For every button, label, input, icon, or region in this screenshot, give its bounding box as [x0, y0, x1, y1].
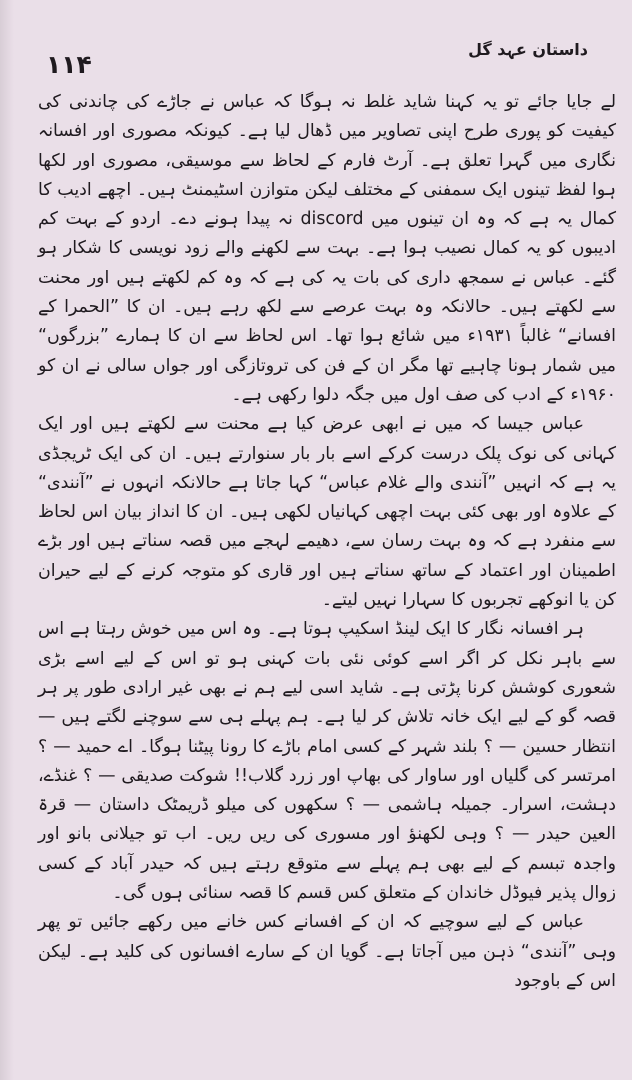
paragraph-4: عباس کے لیے سوچیے کہ ان کے افسانے کس خانے میں رکھے جائیں تو پھر وہی ”آنندی“ ذہن میں آجاتا ہے۔ گویا ان کے سارے افسانوں کی کلید ہے۔ لیکن اس کے باوجود [38, 912, 616, 991]
paragraph-3: ہر افسانہ نگار کا ایک لینڈ اسکیپ ہوتا ہے۔ وہ اس میں خوش رہتا ہے اس سے باہر نکل کر اگر اسے کوئی نئی بات کہنی ہو تو اس کے لیے اسے بڑی شعوری کوشش کرنا پڑتی ہے۔ شاید اسی لیے ہم نے بھی غیر ارادی طور پر ہر قصہ گو کے لیے ایک خانہ تلاش کر لیا ہے۔ ہم پہلے ہی سے سوچنے لگتے ہیں — انتظار حسین — ؟ بلند شہر کے کسی امام باڑے کا رونا پیٹنا ہوگا۔ اے حمید — ؟ امرتسر کی گلیاں اور ساوار کی بھاپ اور زرد گلاب!! شوکت صدیقی — ؟ غنڈے، دہشت، اسرار۔ جمیلہ ہاشمی — ؟ سکھوں کی میلو ڈریمٹک داستان — قرۃ العین حیدر — ؟ وہی لکھنؤ اور مسوری کی ریں ریں۔ اب تو جیلانی بانو اور واجدہ تبسم کے لیے بھی ہم پہلے سے متوقع رہتے ہیں کہ حیدر آباد کے کسی زوال پذیر فیوڈل خاندان کے متعلق کس قسم کا قصہ سنائی ہوں گی۔ [38, 619, 616, 904]
page-header [32, 34, 588, 79]
paragraph-2: عباس جیسا کہ میں نے ابھی عرض کیا ہے محنت سے لکھتے ہیں اور ایک کہانی کی نوک پلک درست کرکے اسے بار بار سنوارتے ہیں۔ ان کی ایک ٹریجڈی یہ ہے کہ انہیں ”آنندی والے غلام عباس“ کہا جاتا ہے حالانکہ انہوں نے ”آنندی“ کے علاوہ اور بھی کئی بہت اچھی کہانیاں لکھی ہیں۔ ان کا انداز بیان اس لحاظ سے منفرد ہے کہ وہ بہت رسان سے، دھیمے لہجے میں قصہ سناتے ہیں اور بڑے اطمینان اور اعتماد کے ساتھ سناتے ہیں اور قاری کو متوجہ کرنے کے لیے حیران کن یا انوکھے تجربوں کا سہارا نہیں لیتے۔ [38, 414, 616, 611]
page-text-block [38, 88, 616, 996]
page-left-edge [0, 0, 14, 1080]
paragraph-1: لے جایا جائے تو یہ کہنا شاید غلط نہ ہوگا کہ عباس نے جاڑے کی چاندنی کی کیفیت کو پوری طرح اپنی تصاویر میں ڈھال لیا ہے۔ کیونکہ مصوری اور افسانہ نگاری میں گہرا تعلق ہے۔ آرٹ فارم کے لحاظ سے موسیقی، مصوری اور لکھا ہوا لفظ تینوں ایک سمفنی کے مختلف لیکن متوازن اسٹیمنٹ ہیں۔ اچھے ادیب کا کمال یہ ہے کہ وہ ان تینوں میں discord نہ پیدا ہونے دے۔ اردو کے بہت کم ادیبوں کو یہ کمال نصیب ہوا ہے۔ بہت سے لکھنے والے زود نویسی کا شکار ہو گئے۔ عباس نے سمجھ داری کی بات یہ کی ہے کہ وہ کم لکھتے ہیں اور محنت سے لکھتے ہیں۔ حالانکہ وہ بہت عرصے سے لکھ رہے ہیں۔ ان کا ”الحمرا کے افسانے“ غالباً ۱۹۳۱ء میں شائع ہوا تھا۔ اس لحاظ سے ان کا ہمارے ”بزرگوں“ میں شمار ہونا چاہیے تھا مگر ان کے فن کی تروتازگی اور جواں سالی نے ان کو ۱۹۶۰ء کے ادب کی صف اول میں جگہ دلوا رکھی ہے۔ [38, 92, 617, 405]
page-number: ۱۱۴ [46, 50, 92, 79]
running-title: داستان عہد گل [468, 40, 588, 59]
